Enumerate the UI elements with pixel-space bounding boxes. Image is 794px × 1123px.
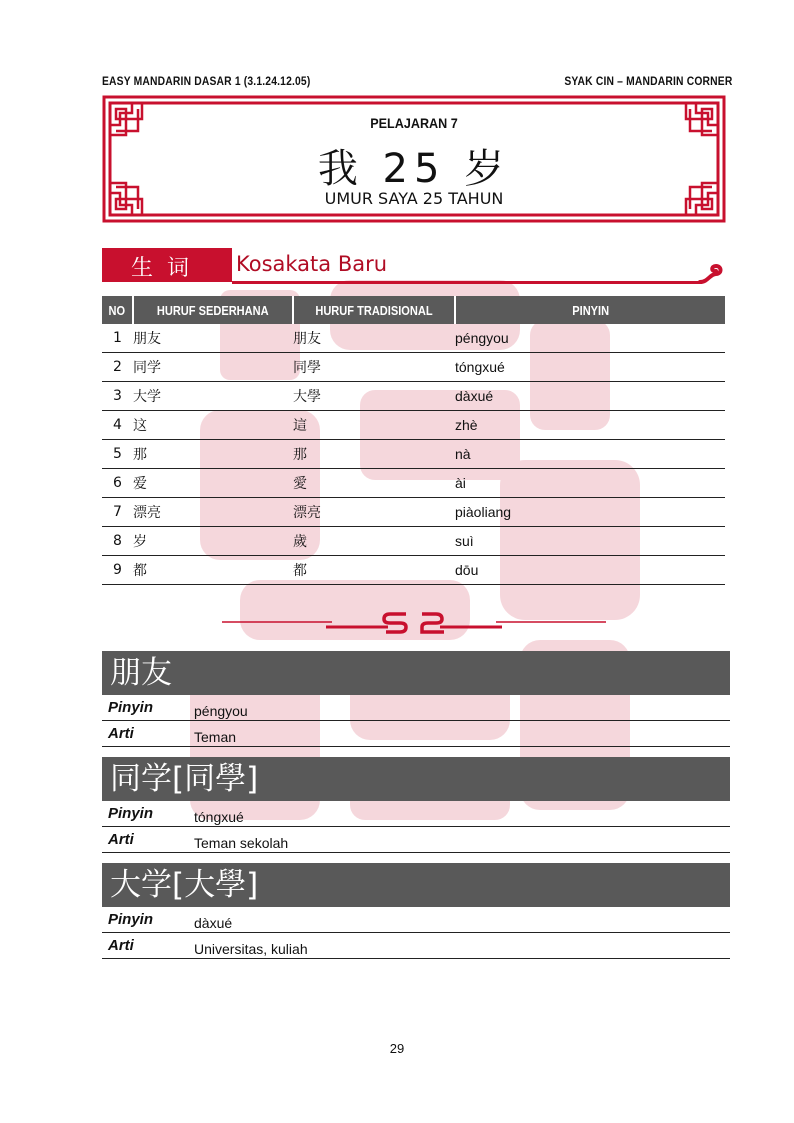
- cell-no: 7: [102, 498, 133, 527]
- table-row: [102, 382, 725, 411]
- cell-no: 6: [102, 469, 133, 498]
- cell-no: 2: [102, 353, 133, 382]
- vocab-entry: [102, 757, 730, 853]
- pinyin-label: Pinyin: [108, 805, 154, 822]
- banner-label: Kosakata Baru: [236, 252, 388, 276]
- entry-pinyin-row: [102, 695, 730, 721]
- meaning-label: Arti: [108, 937, 134, 954]
- cell-pinyin: dōu: [455, 556, 725, 585]
- cell-traditional: 同學: [293, 353, 455, 382]
- cell-no: 4: [102, 411, 133, 440]
- cell-pinyin: ài: [455, 469, 725, 498]
- table-row: [102, 353, 725, 382]
- vocab-entry: [102, 863, 730, 959]
- cell-pinyin: zhè: [455, 411, 725, 440]
- pinyin-label: Pinyin: [108, 911, 154, 928]
- entry-pinyin-row: [102, 801, 730, 827]
- pinyin-label: Pinyin: [108, 699, 154, 716]
- table-row: [102, 556, 725, 585]
- entry-heading: 大学[大學]: [102, 863, 730, 907]
- banner-underline: [232, 281, 702, 284]
- cell-traditional: 朋友: [293, 324, 455, 353]
- entry-heading: 朋友: [102, 651, 730, 695]
- meaning-label: Arti: [108, 831, 134, 848]
- pinyin-value: péngyou: [194, 703, 248, 719]
- vocab-table: [102, 296, 725, 585]
- meaning-value: Teman sekolah: [194, 835, 289, 851]
- cloud-swirl-icon: [698, 260, 728, 286]
- column-header-simplified: HURUF SEDERHANA: [133, 296, 293, 324]
- cell-simplified: 岁: [133, 527, 293, 556]
- cell-traditional: 歲: [293, 527, 455, 556]
- cell-simplified: 漂亮: [133, 498, 293, 527]
- cell-traditional: 大學: [293, 382, 455, 411]
- column-header-pinyin: PINYIN: [455, 296, 725, 324]
- cell-pinyin: suì: [455, 527, 725, 556]
- table-row: [102, 527, 725, 556]
- vocab-section-banner: [102, 248, 732, 286]
- cell-no: 9: [102, 556, 133, 585]
- cell-no: 3: [102, 382, 133, 411]
- lesson-title-frame: [102, 95, 726, 223]
- meaning-value: Universitas, kuliah: [194, 941, 308, 957]
- cell-pinyin: dàxué: [455, 382, 725, 411]
- lesson-title-chinese: 我 25 岁: [317, 146, 511, 192]
- cell-simplified: 都: [133, 556, 293, 585]
- cell-traditional: 這: [293, 411, 455, 440]
- entry-meaning-row: [102, 933, 730, 959]
- cell-simplified: 大学: [133, 382, 293, 411]
- cell-traditional: 都: [293, 556, 455, 585]
- entry-pinyin-row: [102, 907, 730, 933]
- cell-no: 1: [102, 324, 133, 353]
- cell-pinyin: péngyou: [455, 324, 725, 353]
- cell-traditional: 漂亮: [293, 498, 455, 527]
- cell-simplified: 朋友: [133, 324, 293, 353]
- pinyin-value: dàxué: [194, 915, 233, 931]
- cell-simplified: 同学: [133, 353, 293, 382]
- entry-meaning-row: [102, 721, 730, 747]
- cell-traditional: 愛: [293, 469, 455, 498]
- cell-traditional: 那: [293, 440, 455, 469]
- table-row: [102, 498, 725, 527]
- cell-simplified: 爱: [133, 469, 293, 498]
- entry-heading: 同学[同學]: [102, 757, 730, 801]
- column-header-traditional: HURUF TRADISIONAL: [293, 296, 455, 324]
- ornamental-divider-icon: [222, 608, 606, 636]
- column-header-no: NO: [102, 296, 133, 324]
- cell-no: 5: [102, 440, 133, 469]
- banner-chinese-label: 生词: [130, 256, 203, 281]
- lesson-title-translation: UMUR SAYA 25 TAHUN: [324, 189, 504, 208]
- table-row: [102, 411, 725, 440]
- cell-pinyin: piàoliang: [455, 498, 725, 527]
- cell-simplified: 这: [133, 411, 293, 440]
- document-header-left: EASY MANDARIN DASAR 1 (3.1.24.12.05): [102, 74, 311, 88]
- table-row: [102, 469, 725, 498]
- page-number: 29: [389, 1041, 405, 1056]
- table-row: [102, 440, 725, 469]
- cell-pinyin: tóngxué: [455, 353, 725, 382]
- vocab-entry: [102, 651, 730, 747]
- table-header-row: [102, 296, 725, 324]
- lesson-number: PELAJARAN 7: [370, 115, 458, 131]
- cell-simplified: 那: [133, 440, 293, 469]
- entry-meaning-row: [102, 827, 730, 853]
- pinyin-value: tóngxué: [194, 809, 244, 825]
- cell-no: 8: [102, 527, 133, 556]
- meaning-label: Arti: [108, 725, 134, 742]
- meaning-value: Teman: [194, 729, 237, 745]
- document-header-right: SYAK CIN – MANDARIN CORNER: [563, 74, 732, 88]
- table-row: [102, 324, 725, 353]
- cell-pinyin: nà: [455, 440, 725, 469]
